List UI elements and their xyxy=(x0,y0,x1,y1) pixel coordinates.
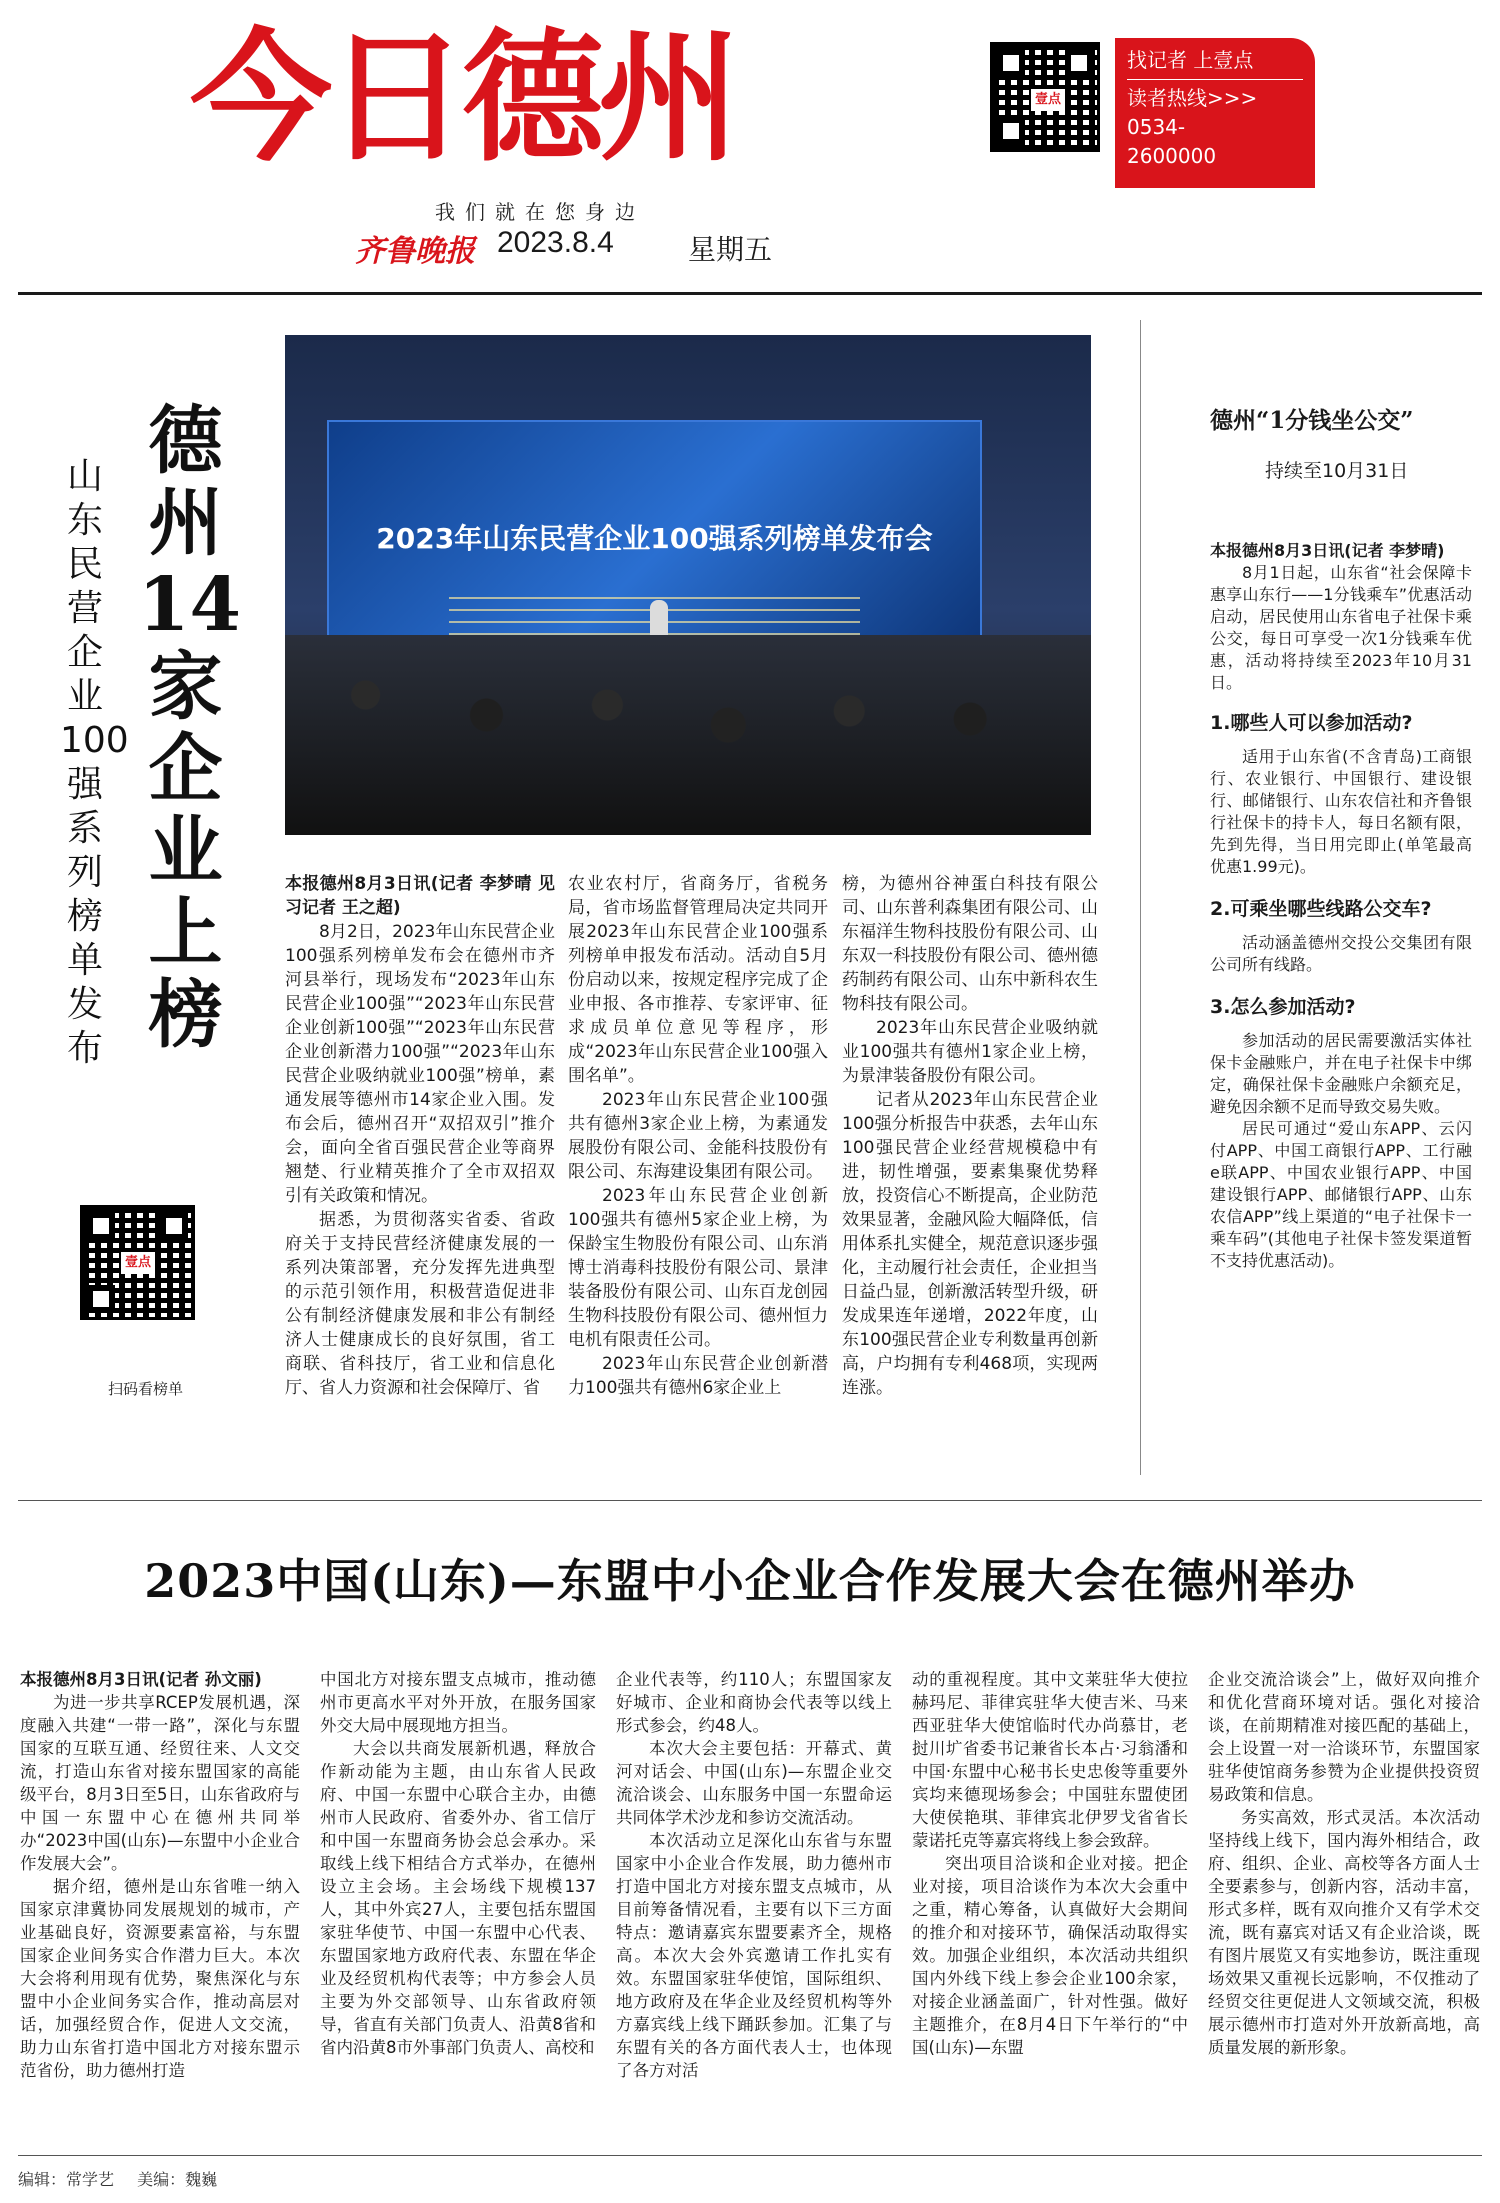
side-story-body xyxy=(1210,540,1472,1272)
column-divider xyxy=(1140,320,1141,1475)
second-story-column-1 xyxy=(20,1668,300,2082)
paragraph: 8月2日，2023年山东民营企业100强系列榜单发布会在德州市齐河县举行，现场发布“2023年山东民营企业100强”“2023年山东民营企业创新100强”“2023年山东民营企业创新潜力100强”“2023年山东民营企业吸纳就业100强”榜单，素通发展等德州市14家企业入围。发布会后，德州召开“双招双引”推介会，面向全省百强民营企业等商界翘楚、行业精英推介了全市双招双引有关政策和情况。 xyxy=(285,922,555,1206)
hotline-label: 读者热线>>> xyxy=(1127,86,1258,110)
side-question-1: 1.哪些人可以参加活动? xyxy=(1210,712,1413,734)
paragraph: 据悉，为贯彻落实省委、省政府关于支持民营经济健康发展的一系列决策部署，充分发挥先进典型的示范引领作用，积极营造促进非公有制经济健康发展和非公有制经济人士健康成长的良好氛围，省工商联、省科技厅，省工业和信息化厅、省人力资源和社会保障厅、省 xyxy=(285,1210,555,1398)
paragraph: 本次大会主要包括：开幕式、黄河对话会、中国(山东)—东盟企业交流洽谈会、山东服务中国一东盟命运共同体学术沙龙和参访交流活动。 xyxy=(616,1739,892,1827)
paragraph: 农业农村厅，省商务厅，省税务局，省市场监督管理局决定共同开展2023年山东民营企业100强系列榜单申报发布活动。活动自5月份启动以来，按规定程序完成了企业申报、各市推荐、专家评审、征求成员单位意见等程序，形成“2023年山东民营企业100强入围名单”。 xyxy=(568,874,828,1086)
paragraph: 8月1日起，山东省“社会保障卡 惠享山东行——1分钱乘车”优惠活动启动，居民使用山东省电子社保卡乘公交，每日可享受一次1分钱乘车优惠，活动将持续至2023年10月31日。 xyxy=(1210,563,1472,692)
footer-credits xyxy=(18,2167,235,2190)
paragraph: 突出项目洽谈和企业对接。把企业对接，项目洽谈作为本次大会重中之重，精心筹备，认真做好大会期间的推介和对接环节，确保活动取得实效。加强企业组织，本次活动共组织国内外线下线上参会企业100余家，对接企业涵盖面广，针对性强。做好主题推介，在8月4日下午举行的“中国(山东)—东盟 xyxy=(912,1854,1188,2057)
paragraph: 记者从2023年山东民营企业100强分析报告中获悉，去年山东100强民营企业经营规模稳中有进，韧性增强，要素集聚优势释放，投资信心不断提高，企业防范效果显著，金融风险大幅降低，信用体系扎实健全，规范意识逐步强化，主动履行社会责任，企业担当日益凸显，创新激活转型升级，研发成果连年递增，2022年度，山东100强民营企业专利数量再创新高，户均拥有专利468项，实现两连涨。 xyxy=(842,1090,1098,1398)
main-headline: 德州14家企业上榜 xyxy=(138,398,241,1058)
paragraph: 参加活动的居民需要激活实体社保卡金融账户，并在电子社保卡中绑定，确保社保卡金融账户余额充足，避免因余额不足而导致交易失败。 xyxy=(1210,1031,1472,1116)
paragraph: 为进一步共享RCEP发展机遇，深度融入共建“一带一路”，深化与东盟国家的互联互通、经贸往来、人文交流，打造山东省对接东盟国家的高能级平台，8月3日至5日，山东省政府与中国一东盟中心在德州共同举办“2023中国(山东)—东盟中小企业合作发展大会”。 xyxy=(20,1693,300,1873)
masthead-title: 今日德州 xyxy=(190,16,734,181)
paragraph: 2023年山东民营企业创新100强共有德州5家企业上榜，为保龄宝生物股份有限公司、山东消博士消毒科技股份有限公司、景津装备股份有限公司、山东百龙创园生物科技股份有限公司、德州恒力电机有限责任公司。 xyxy=(568,1186,828,1350)
paragraph: 企业代表等，约110人；东盟国家友好城市、企业和商协会代表等以线上形式参会，约48人。 xyxy=(616,1670,892,1735)
audience xyxy=(285,635,1091,835)
side-story-byline: 本报德州8月3日讯(记者 李梦晴) xyxy=(1210,541,1445,560)
paragraph: 2023年山东民营企业100强共有德州3家企业上榜，为素通发展股份有限公司、金能科技股份有限公司、东海建设集团有限公司。 xyxy=(568,1090,828,1182)
paragraph: 中国北方对接东盟支点城市，推动德州市更高水平对外开放，在服务国家外交大局中展现地方担当。 xyxy=(320,1670,596,1735)
main-story-column-3 xyxy=(842,872,1098,1400)
editor-credit: 编辑：常学艺 xyxy=(18,2170,115,2189)
second-story-byline: 本报德州8月3日讯(记者 孙文丽) xyxy=(20,1670,262,1689)
side-question-3: 3.怎么参加活动? xyxy=(1210,996,1356,1018)
paragraph: 活动涵盖德州交投公交集团有限公司所有线路。 xyxy=(1210,933,1472,974)
paragraph: 大会以共商发展新机遇，释放合作新动能为主题，由山东省人民政府、中国一东盟中心联合主办，由德州市人民政府、省委外办、省工信厅和中国一东盟商务协会总会承办。采取线上线下相结合方式举办，在德州设立主会场。主会场线下规模137人，其中外宾27人，主要包括东盟国家驻华使节、中国一东盟中心代表、东盟国家地方政府代表、东盟在华企业及经贸机构代表等；中方参会人员主要为外交部领导、山东省政府领导，省直有关部门负责人、沿黄8省和省内沿黄8市外事部门负责人、高校和 xyxy=(320,1739,596,2057)
second-story-headline: 2023中国(山东)—东盟中小企业合作发展大会在德州举办 xyxy=(144,1554,1356,1608)
issue-date: 2023.8.4 xyxy=(497,226,614,259)
paragraph: 适用于山东省(不含青岛)工商银行、农业银行、中国银行、建设银行、邮储银行、山东农信社和齐鲁银行社保卡的持卡人，每日名额有限，先到先得，当日用完即止(单笔最高优惠1.99元)。 xyxy=(1210,747,1472,876)
masthead-slogan: 我们就在您身边 xyxy=(435,200,645,224)
paragraph: 据介绍，德州是山东省唯一纳入国家京津冀协同发展规划的城市，产业基础良好，资源要素富裕，与东盟国家企业间务实合作潜力巨大。本次大会将利用现有优势，聚焦深化与东盟中小企业间务实合作，推动高层对话，加强经贸合作，促进人文交流，助力山东省打造中国北方对接东盟示范省份，助力德州打造 xyxy=(20,1877,300,2080)
paragraph: 居民可通过“爱山东APP、云闪付APP、中国工商银行APP、工行融e联APP、中国农业银行APP、中国建设银行APP、邮储银行APP、山东农信APP”线上渠道的“电子社保卡一乘车码”(其他电子社保卡签发渠道暂不支持优惠活动)。 xyxy=(1210,1119,1472,1270)
main-subhead: 山东民营企业100强系列榜单发布 xyxy=(60,456,129,1069)
designer-credit: 美编：魏巍 xyxy=(137,2170,218,2189)
section-divider xyxy=(18,1500,1482,1501)
stage-screen-title: 2023年山东民营企业100强系列榜单发布会 xyxy=(376,522,933,555)
qr-caption: 扫码看榜单 xyxy=(108,1380,184,1398)
hotline-slogan: 找记者 上壹点 xyxy=(1127,48,1254,72)
side-question-2: 2.可乘坐哪些线路公交车? xyxy=(1210,898,1432,920)
story-qr-code[interactable] xyxy=(80,1205,195,1320)
qr-logo: 壹点 xyxy=(1031,89,1065,111)
paragraph: 动的重视程度。其中文莱驻华大使拉赫玛尼、菲律宾驻华大使吉米、马来西亚驻华大使馆临时代办尚慕甘，老挝川圹省委书记兼省长本占·习翁潘和中国·东盟中心秘书长史忠俊等重要外宾均来德现场参会；中国驻东盟使团大使侯艳琪、菲律宾北伊罗戈省省长蒙诺托克等嘉宾将线上参会致辞。 xyxy=(912,1670,1188,1850)
masthead-divider xyxy=(18,292,1482,295)
paragraph: 2023年山东民营企业创新潜力100强共有德州6家企业上 xyxy=(568,1354,828,1398)
qr-logo: 壹点 xyxy=(121,1252,155,1274)
second-story-column-5 xyxy=(1208,1668,1480,2059)
main-story-byline: 本报德州8月3日讯(记者 李梦晴 见习记者 王之超) xyxy=(285,874,555,918)
second-story-column-4 xyxy=(912,1668,1188,2059)
paragraph: 务实高效，形式灵活。本次活动坚持线上线下，国内海外相结合，政府、组织、企业、高校等各方面人士全要素参与，创新内容，活动丰富，形式多样，既有双向推介又有学术交流，既有嘉宾对话又有企业洽谈，既有图片展览又有实地参访，既注重现场效果又重视长远影响，不仅推动了经贸交往更促进人文领域交流，积极展示德州市打造对外开放新高地，高质量发展的新形象。 xyxy=(1208,1808,1480,2057)
second-story-column-2 xyxy=(320,1668,596,2059)
main-story-column-2 xyxy=(568,872,828,1400)
masthead-qr-code[interactable] xyxy=(990,42,1100,152)
second-story-column-3 xyxy=(616,1668,892,2082)
hotline-number-prefix: 0534- xyxy=(1127,115,1186,139)
paragraph: 榜，为德州谷神蛋白科技有限公司、山东普利森集团有限公司、山东福洋生物科技股份有限公司、山东双一科技股份有限公司、德州德药制药有限公司、山东中新科农生物科技有限公司。 xyxy=(842,874,1098,1014)
paragraph: 企业交流洽谈会”上，做好双向推介和优化营商环境对话。强化对接洽谈，在前期精准对接匹配的基础上，会上设置一对一洽谈环节，东盟国家驻华使馆商务参赞为企业提供投资贸易政策和信息。 xyxy=(1208,1670,1480,1804)
issue-weekday: 星期五 xyxy=(688,233,773,266)
side-story-subtitle: 持续至10月31日 xyxy=(1265,460,1409,482)
footer-divider xyxy=(18,2155,1482,2156)
hotline-number: 2600000 xyxy=(1127,144,1217,168)
paragraph: 本次活动立足深化山东省与东盟国家中小企业合作发展，助力德州市打造中国北方对接东盟支点城市，从目前筹备情况看，主要有以下三方面特点：邀请嘉宾东盟要素齐全，规格高。本次大会外宾邀请工作扎实有效。东盟国家驻华使馆，国际组织、地方政府及在华企业及经贸机构等外方嘉宾线上线下踊跃参加。汇集了与东盟有关的各方面代表人士，也体现了各方对活 xyxy=(616,1831,892,2080)
side-story-title: 德州“1分钱坐公交” xyxy=(1210,407,1414,434)
paragraph: 2023年山东民营企业吸纳就业100强共有德州1家企业上榜，为景津装备股份有限公司。 xyxy=(842,1018,1098,1086)
brand-logo: 齐鲁晚报 xyxy=(355,234,475,269)
conference-photo xyxy=(285,335,1091,835)
reader-hotline-box xyxy=(1115,38,1315,188)
main-story-column-1 xyxy=(285,872,555,1400)
